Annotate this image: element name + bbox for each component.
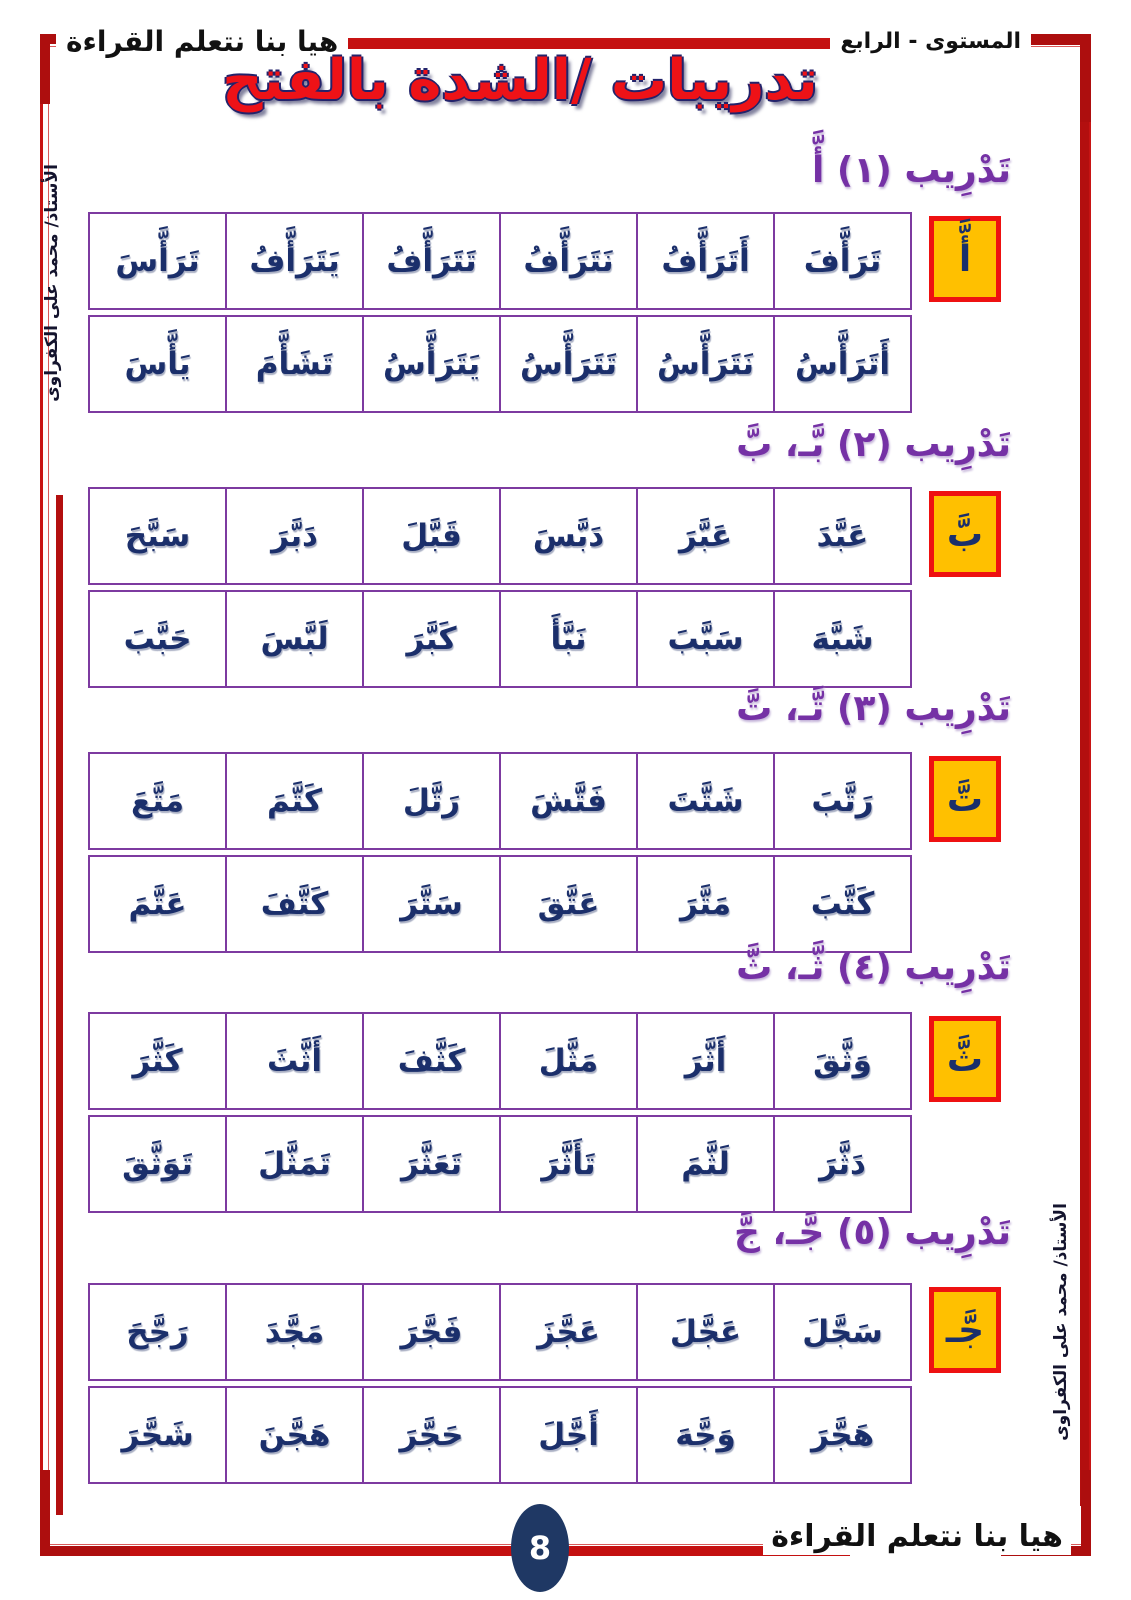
word-cell: لَثَّمَ bbox=[636, 1115, 775, 1213]
series-label: هيا بنا نتعلم القراءة bbox=[56, 24, 348, 59]
exercise-5-heading: تَدْرِيب (٥) جَّـ، جَّ bbox=[733, 1212, 1011, 1253]
word-cell: مَثَّلَ bbox=[499, 1012, 638, 1110]
word-cell: هَجَّرَ bbox=[773, 1386, 912, 1484]
word-cell: حَجَّرَ bbox=[362, 1386, 501, 1484]
word-cell: تَتَرَأَّفُ bbox=[362, 212, 501, 310]
page-number: 8 bbox=[528, 1529, 552, 1567]
exercise-2-table bbox=[88, 487, 912, 693]
exercise-2-letter-box bbox=[929, 491, 1001, 577]
word-cell: أَتَرَأَّسُ bbox=[773, 315, 912, 413]
word-cell: كَبَّرَ bbox=[362, 590, 501, 688]
word-cell: كَتَّبَ bbox=[773, 855, 912, 953]
word-cell: رَتَّلَ bbox=[362, 752, 501, 850]
footer-series-label: هيا بنا نتعلم القراءة bbox=[763, 1518, 1071, 1555]
word-cell: عَتَّقَ bbox=[499, 855, 638, 953]
word-cell: كَتَّفَ bbox=[225, 855, 364, 953]
table-row bbox=[88, 487, 912, 585]
exercise-2-heading: تَدْرِيب (٢) بَّـ، بَّ bbox=[736, 424, 1011, 465]
left-red-bar bbox=[56, 495, 63, 1515]
word-cell: حَبَّبَ bbox=[88, 590, 227, 688]
word-cell: سَتَّرَ bbox=[362, 855, 501, 953]
word-cell: فَجَّرَ bbox=[362, 1283, 501, 1381]
word-cell: عَبَّدَ bbox=[773, 487, 912, 585]
word-cell: شَجَّرَ bbox=[88, 1386, 227, 1484]
word-cell: تَعَثَّرَ bbox=[362, 1115, 501, 1213]
teacher-credit-right: الأستاذ/ محمد على الكفراوى bbox=[1051, 1199, 1071, 1445]
table-row bbox=[88, 1386, 912, 1484]
word-cell: شَبَّهَ bbox=[773, 590, 912, 688]
word-cell: يَتَرَأَّفُ bbox=[225, 212, 364, 310]
word-cell: أَثَّثَ bbox=[225, 1012, 364, 1110]
word-cell: دَبَّسَ bbox=[499, 487, 638, 585]
word-cell: أَجَّلَ bbox=[499, 1386, 638, 1484]
corner-bracket-bottom-left bbox=[40, 1470, 50, 1556]
word-cell: عَبَّرَ bbox=[636, 487, 775, 585]
exercise-3-heading: تَدْرِيب (٣) تَّـ، تَّ bbox=[736, 688, 1011, 729]
word-cell: دَثَّرَ bbox=[773, 1115, 912, 1213]
exercise-1-letter: أَّ bbox=[958, 238, 972, 280]
word-cell: أَتَرَأَّفُ bbox=[636, 212, 775, 310]
table-row bbox=[88, 1115, 912, 1213]
corner-bracket-top-left bbox=[40, 34, 50, 104]
word-cell: لَبَّسَ bbox=[225, 590, 364, 688]
word-cell: تَأَثَّرَ bbox=[499, 1115, 638, 1213]
word-cell: كَتَّمَ bbox=[225, 752, 364, 850]
exercise-4-table bbox=[88, 1012, 912, 1218]
exercise-5-letter: جَّـ bbox=[945, 1309, 985, 1351]
word-cell: نَبَّأَ bbox=[499, 590, 638, 688]
word-cell: نَتَرَأَّفُ bbox=[499, 212, 638, 310]
word-cell: كَثَّفَ bbox=[362, 1012, 501, 1110]
word-cell: مَتَّعَ bbox=[88, 752, 227, 850]
word-cell: تَتَرَأَّسُ bbox=[499, 315, 638, 413]
word-cell: كَثَّرَ bbox=[88, 1012, 227, 1110]
corner-bracket-bottom-left bbox=[40, 1546, 130, 1556]
exercise-1-table bbox=[88, 212, 912, 418]
exercise-3-letter-box bbox=[929, 756, 1001, 842]
exercise-5-letter-box bbox=[929, 1287, 1001, 1373]
corner-bracket-top-right bbox=[1080, 34, 1091, 122]
table-row bbox=[88, 752, 912, 850]
exercise-4-heading: تَدْرِيب (٤) ثَّـ، ثَّ bbox=[736, 947, 1011, 988]
exercise-4-letter-box bbox=[929, 1016, 1001, 1102]
corner-bracket-bottom-right bbox=[1081, 1470, 1091, 1556]
word-cell: دَبَّرَ bbox=[225, 487, 364, 585]
word-cell: تَرَأَّفَ bbox=[773, 212, 912, 310]
word-cell: سَبَّبَ bbox=[636, 590, 775, 688]
word-cell: تَرَأَّسَ bbox=[88, 212, 227, 310]
exercise-1-heading: تَدْرِيب (١) أَّ bbox=[812, 150, 1011, 191]
word-cell: مَتَّرَ bbox=[636, 855, 775, 953]
table-row bbox=[88, 315, 912, 413]
word-cell: تَشَأَّمَ bbox=[225, 315, 364, 413]
word-cell: سَجَّلَ bbox=[773, 1283, 912, 1381]
word-cell: عَجَّلَ bbox=[636, 1283, 775, 1381]
exercise-3-table bbox=[88, 752, 912, 958]
word-cell: فَتَّشَ bbox=[499, 752, 638, 850]
word-cell: وَثَّقَ bbox=[773, 1012, 912, 1110]
word-cell: رَتَّبَ bbox=[773, 752, 912, 850]
word-cell: هَجَّنَ bbox=[225, 1386, 364, 1484]
word-cell: عَتَّمَ bbox=[88, 855, 227, 953]
word-cell: سَبَّحَ bbox=[88, 487, 227, 585]
word-cell: تَوَثَّقَ bbox=[88, 1115, 227, 1213]
exercise-3-letter: تَّ bbox=[946, 778, 984, 820]
word-cell: أَثَّرَ bbox=[636, 1012, 775, 1110]
exercise-2-letter: بَّ bbox=[946, 513, 984, 555]
word-cell: عَجَّزَ bbox=[499, 1283, 638, 1381]
table-row bbox=[88, 1283, 912, 1381]
exercise-4-letter: ثَّ bbox=[946, 1038, 984, 1080]
word-cell: قَبَّلَ bbox=[362, 487, 501, 585]
word-cell: يَتَرَأَّسُ bbox=[362, 315, 501, 413]
teacher-credit-left: الأستاذ/ محمد على الكفراوى bbox=[42, 164, 62, 402]
footer-red-strip bbox=[58, 1546, 850, 1556]
word-cell: نَتَرَأَّسُ bbox=[636, 315, 775, 413]
word-cell: مَجَّدَ bbox=[225, 1283, 364, 1381]
word-cell: شَتَّتَ bbox=[636, 752, 775, 850]
right-red-bar bbox=[1080, 44, 1089, 1506]
exercise-1-letter-box bbox=[929, 216, 1001, 302]
word-cell: رَجَّحَ bbox=[88, 1283, 227, 1381]
table-row bbox=[88, 1012, 912, 1110]
page-title: تدريبات /الشدة بالفتح bbox=[222, 48, 818, 113]
level-label: المستوى - الرابع bbox=[830, 28, 1031, 55]
word-cell: يَأَّسَ bbox=[88, 315, 227, 413]
exercise-5-table bbox=[88, 1283, 912, 1489]
word-cell: وَجَّهَ bbox=[636, 1386, 775, 1484]
word-cell: تَمَثَّلَ bbox=[225, 1115, 364, 1213]
page-number-badge bbox=[511, 1504, 569, 1592]
table-row bbox=[88, 590, 912, 688]
table-row bbox=[88, 212, 912, 310]
table-row bbox=[88, 855, 912, 953]
